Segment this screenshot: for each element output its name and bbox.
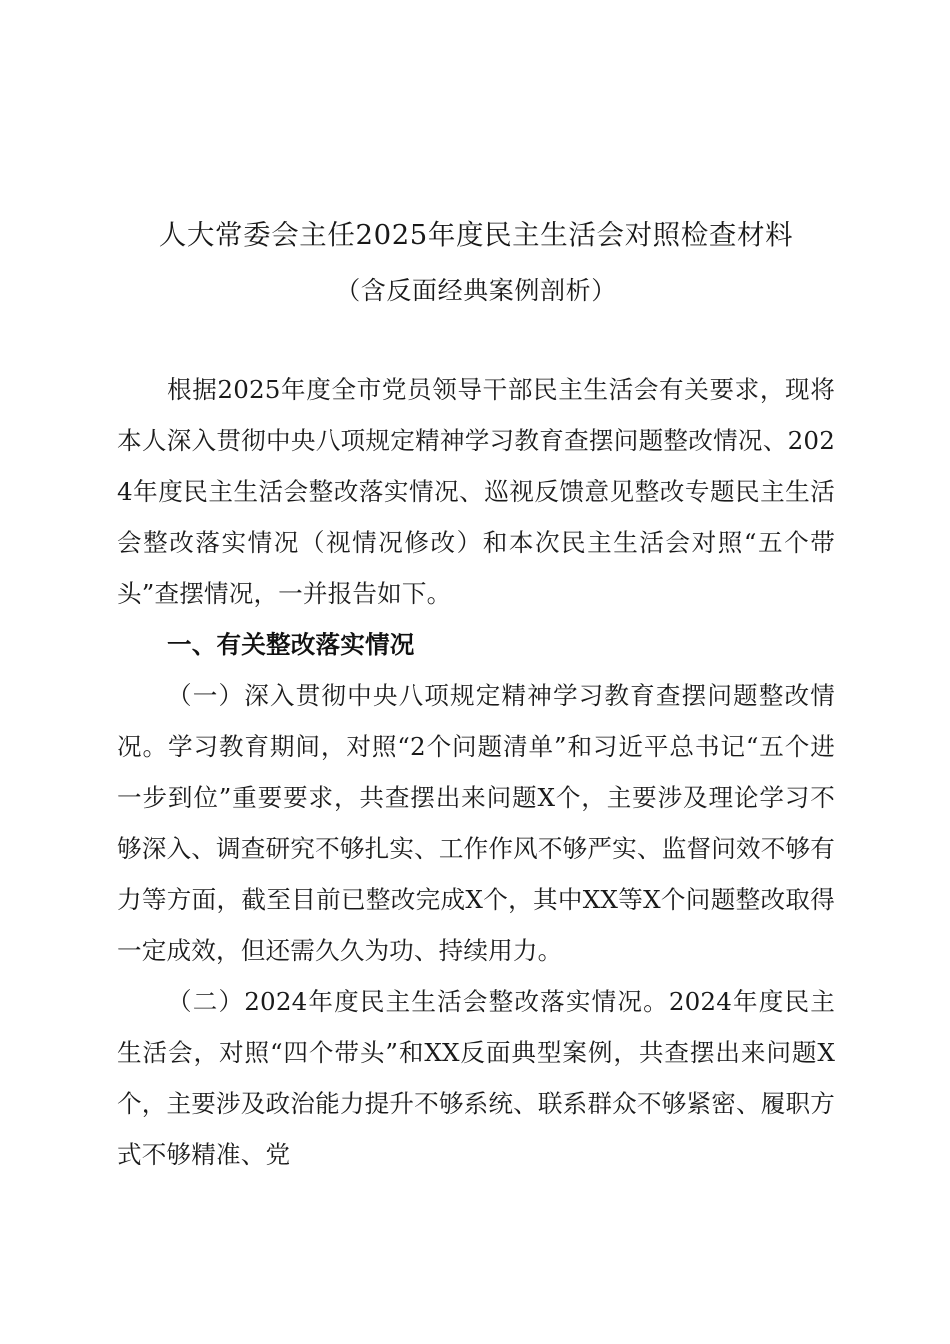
section-heading-one: 一、有关整改落实情况 [167,630,415,659]
paragraph-item-one: （一）深入贯彻中央八项规定精神学习教育查摆问题整改情况。学习教育期间，对照“2个问题清单”和习近平总书记“五个进一步到位”重要要求，共查摆出来问题X个，主要涉及理论学习不够深入、调查研究不够扎实、工作作风不够严实、监督问效不够有力等方面，截至目前已整改完成X个，其中XX等X个问题整改取得一定成效，但还需久久为功、持续用力。 [117,681,835,965]
page-title: 人大常委会主任2025年度民主生活会对照检查材料 [158,219,794,251]
intro-paragraph: 根据2025年度全市党员领导干部民主生活会有关要求，现将本人深入贯彻中央八项规定精神学习教育查摆问题整改情况、2024年度民主生活会整改落实情况、巡视反馈意见整改专题民主生活会整改落实情况（视情况修改）和本次民主生活会对照“五个带头”查摆情况，一并报告如下。 [117,375,835,608]
paragraph-item-two: （二）2024年度民主生活会整改落实情况。2024年度民主生活会，对照“四个带头”和XX反面典型案例，共查摆出来问题X个，主要涉及政治能力提升不够系统、联系群众不够紧密、履职方式不够精准、党 [117,987,835,1169]
page-subtitle: （含反面经典案例剖析） [335,276,617,305]
document-body [117,364,835,1180]
text-column [117,0,835,1344]
title-block [117,213,835,313]
